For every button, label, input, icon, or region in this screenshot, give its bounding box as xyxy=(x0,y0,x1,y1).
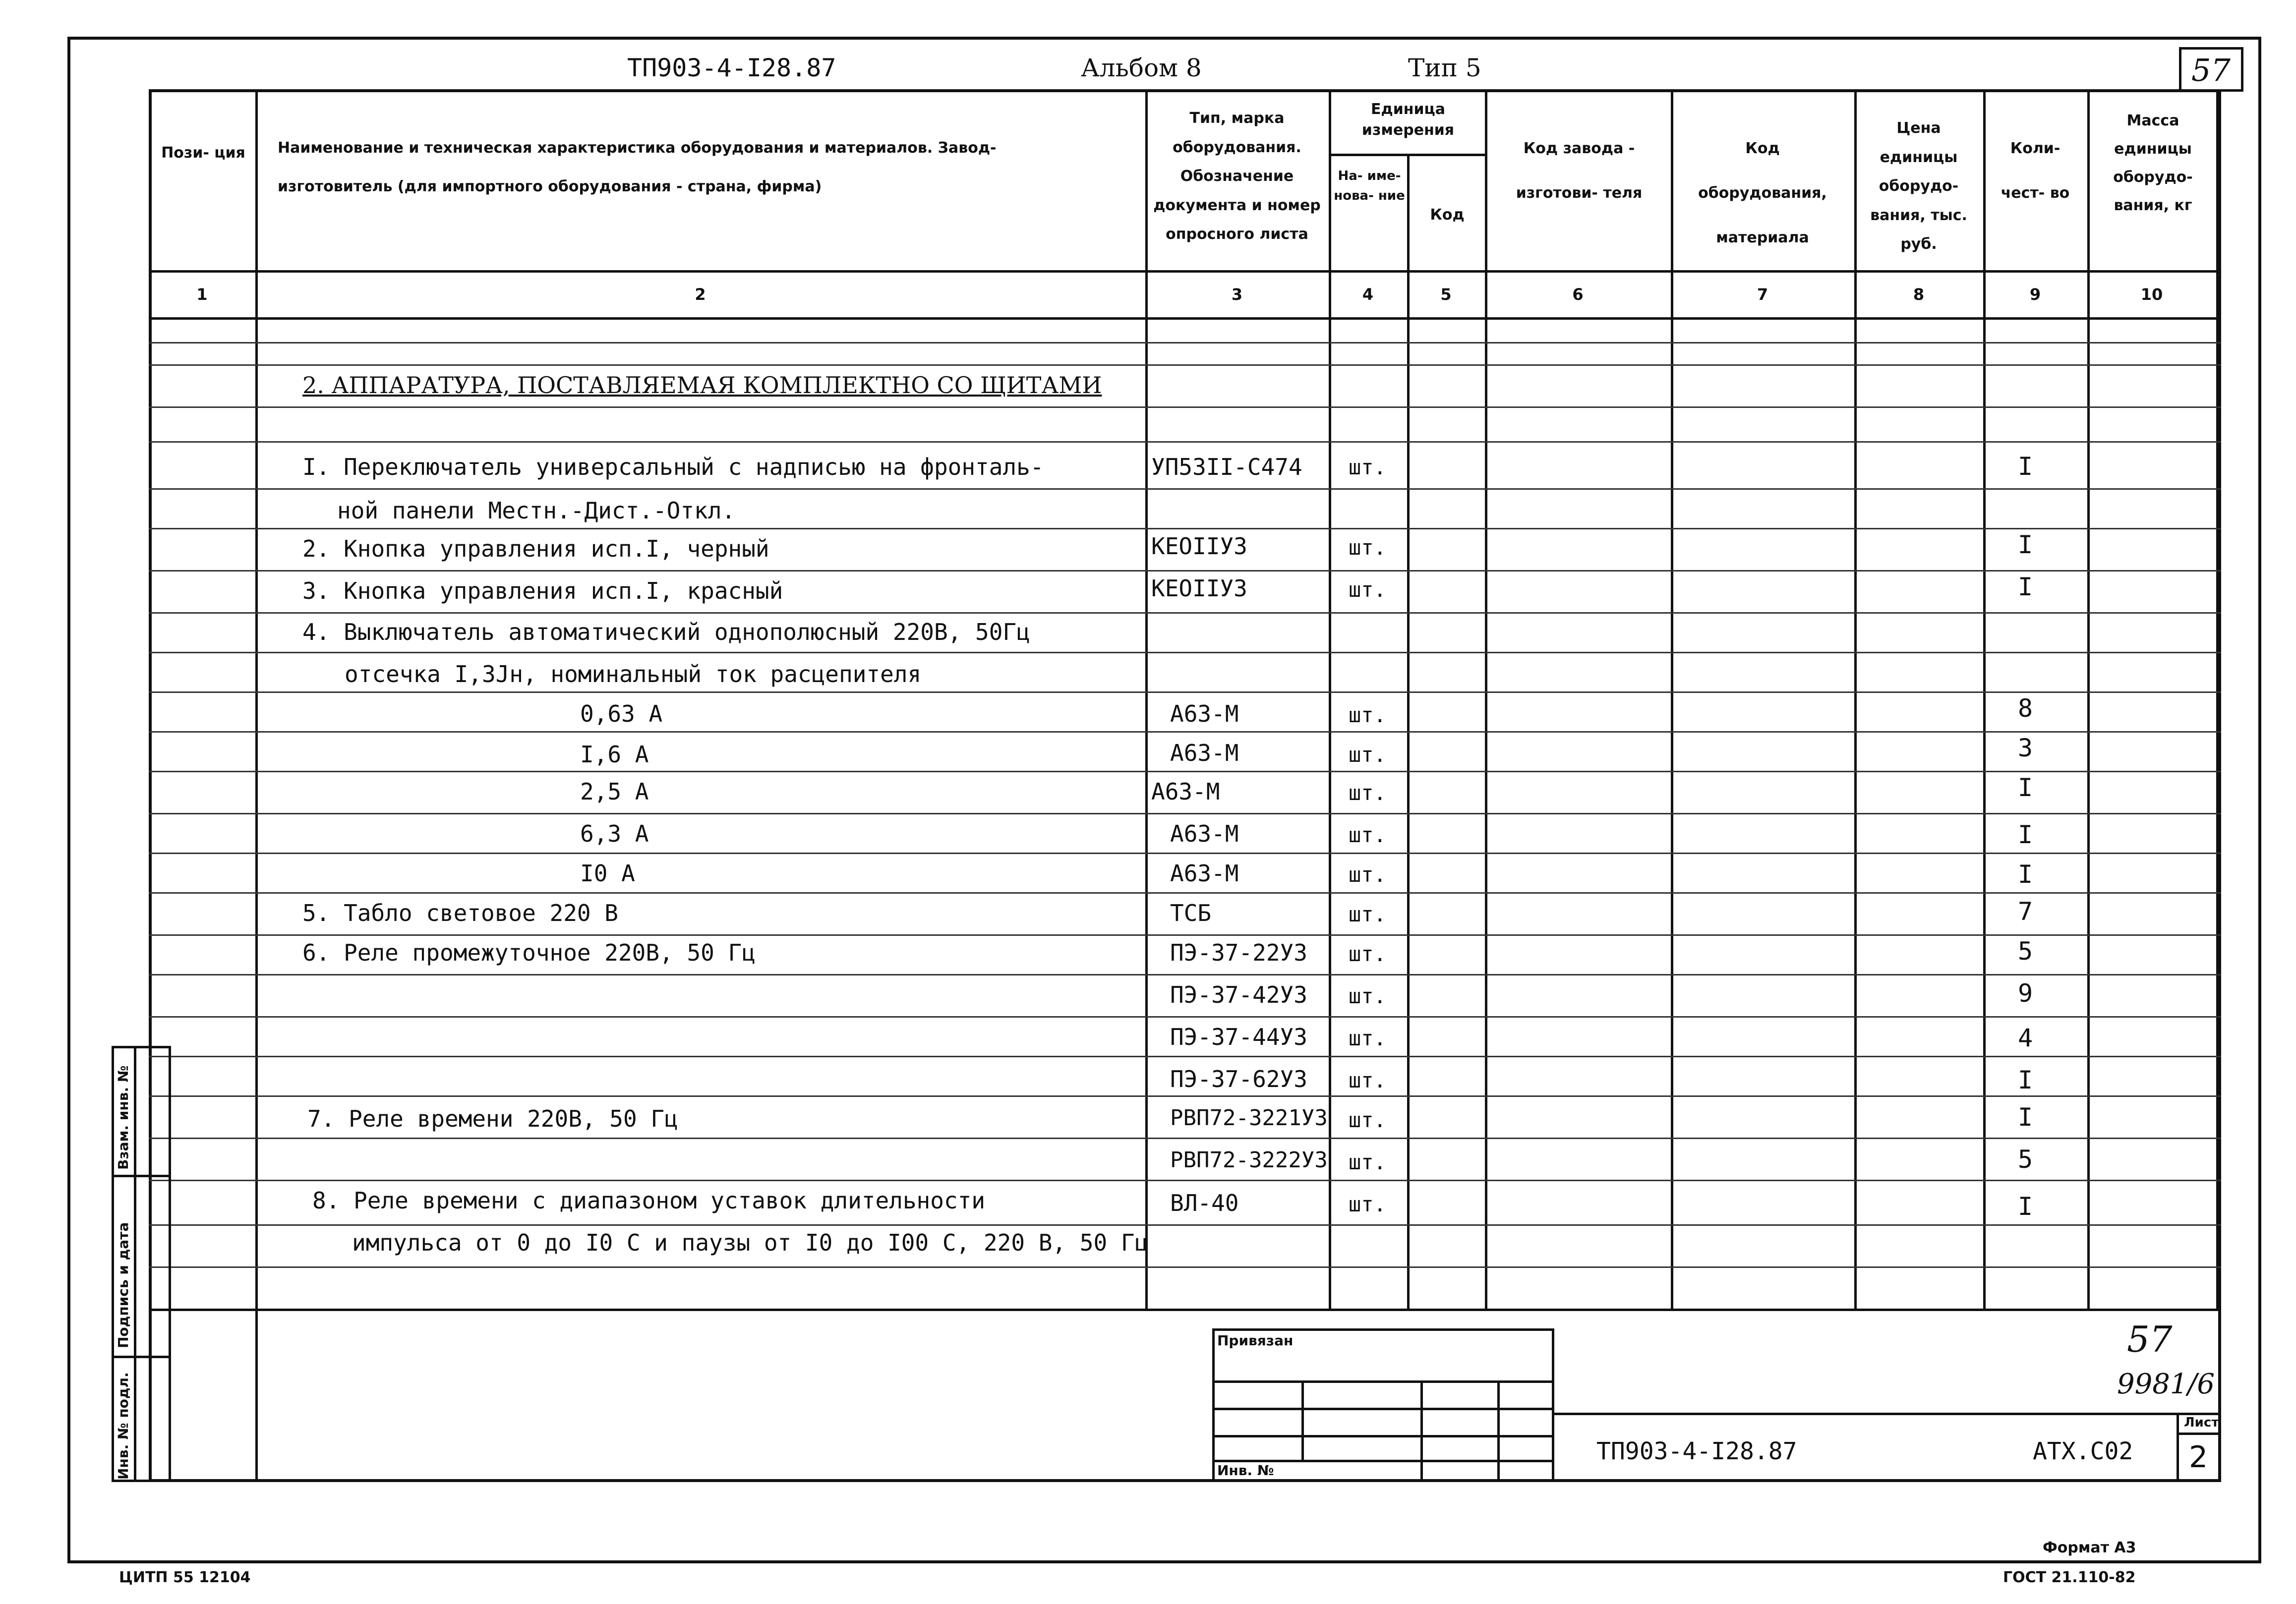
list-label: Лист xyxy=(2184,1415,2219,1430)
row-7-name: 0,63 А xyxy=(580,700,663,727)
row-4-unit: шт. xyxy=(1349,577,1386,602)
col-num-6: 6 xyxy=(1572,285,1584,304)
privyazan-box xyxy=(1212,1328,1554,1482)
row-2-name: ной панели Местн.-Дист.-Откл. xyxy=(337,497,736,524)
row-11-unit: шт. xyxy=(1349,862,1386,887)
row-3-unit: шт. xyxy=(1349,535,1386,560)
row-5-name: 4. Выключатель автоматический однополюсный 220В, 50Гц xyxy=(302,619,1030,645)
row-16-type: ПЭ-37-62У3 xyxy=(1170,1066,1307,1092)
row-15-type: ПЭ-37-44У3 xyxy=(1170,1024,1307,1050)
col-num-9: 9 xyxy=(2029,285,2041,304)
col2-header: Наименование и техническая характеристика оборудования и материалов. Завод-изготовитель (для импортного оборудования - страна, фирма) xyxy=(278,139,997,195)
col8-header: Цена единицы оборудо- вания, тыс. руб. xyxy=(1870,119,1967,253)
col-num-3: 3 xyxy=(1231,285,1243,304)
row-18-unit: шт. xyxy=(1349,1150,1386,1174)
row-15-qty: 4 xyxy=(2018,1024,2033,1052)
row-8-name: I,6 А xyxy=(580,741,649,768)
row-19-type: ВЛ-40 xyxy=(1170,1190,1239,1216)
row-1-qty: I xyxy=(2018,452,2033,481)
row-19-name: 8. Реле времени с диапазоном уставок длительности xyxy=(312,1187,986,1214)
footer-format: Формат А3 xyxy=(2043,1539,2136,1556)
row-8-type: А63-М xyxy=(1170,740,1239,766)
row-10-type: А63-М xyxy=(1170,820,1239,847)
row-9-qty: I xyxy=(2018,773,2033,802)
row-9-unit: шт. xyxy=(1349,781,1386,805)
row-17-qty: I xyxy=(2018,1103,2033,1132)
col-num-5: 5 xyxy=(1440,285,1452,304)
row-6-name: отсечка I,3Jн, номинальный ток расцепителя xyxy=(345,661,922,687)
row-10-name: 6,3 А xyxy=(580,820,649,847)
col-num-8: 8 xyxy=(1913,285,1925,304)
type-label: Тип 5 xyxy=(1408,54,1481,82)
row-4-type: КЕОIIУ3 xyxy=(1151,575,1247,602)
row-7-type: А63-М xyxy=(1170,700,1239,727)
col-num-1: 1 xyxy=(196,285,208,304)
stamp-sheet-code: АТХ.С02 xyxy=(2033,1437,2133,1465)
row-12-type: ТСБ xyxy=(1170,900,1212,926)
row-11-qty: I xyxy=(2018,860,2033,889)
row-3-type: КЕОIIУ3 xyxy=(1151,533,1247,560)
col1-header: Пози- ция xyxy=(161,144,245,162)
row-3-name: 2. Кнопка управления исп.I, черный xyxy=(302,535,769,562)
unit-group-header: Единица измерения xyxy=(1361,101,1455,139)
side-vzam: Взам. инв. № xyxy=(115,1065,131,1170)
row-15-unit: шт. xyxy=(1349,1026,1386,1050)
col4-header: На- име- нова- ние xyxy=(1334,169,1405,204)
row-18-qty: 5 xyxy=(2018,1145,2033,1174)
row-4-name: 3. Кнопка управления исп.I, красный xyxy=(302,577,783,604)
row-7-unit: шт. xyxy=(1349,703,1386,727)
side-inv-podl: Инв. № подл. xyxy=(115,1372,131,1480)
footer-gost: ГОСТ 21.110-82 xyxy=(2003,1569,2136,1586)
row-4-qty: I xyxy=(2018,573,2033,601)
row-13-type: ПЭ-37-22У3 xyxy=(1170,939,1307,966)
row-16-qty: I xyxy=(2018,1066,2033,1094)
col-num-2: 2 xyxy=(695,285,706,304)
col9-header: Коли- чест- во xyxy=(2001,140,2070,202)
row-19-qty: I xyxy=(2018,1192,2033,1221)
list-number: 2 xyxy=(2189,1440,2208,1475)
row-16-unit: шт. xyxy=(1349,1068,1386,1092)
col6-header: Код завода - изготови- теля xyxy=(1516,140,1643,202)
row-12-name: 5. Табло световое 220 В xyxy=(302,900,618,926)
row-14-unit: шт. xyxy=(1349,984,1386,1008)
row-14-qty: 9 xyxy=(2018,979,2033,1008)
row-1-type: УП53II-С474 xyxy=(1151,454,1302,480)
row-1-unit: шт. xyxy=(1349,455,1386,479)
row-18-type: РВП72-3222У3 xyxy=(1170,1147,1328,1173)
col10-header: Масса единицы оборудо- вания, кг xyxy=(2113,112,2193,214)
row-13-unit: шт. xyxy=(1349,942,1386,966)
row-10-unit: шт. xyxy=(1349,823,1386,847)
page-number: 57 xyxy=(2191,52,2231,88)
footer-left: ЦИТП 55 12104 xyxy=(119,1569,251,1586)
row-11-name: I0 А xyxy=(580,860,635,887)
row-14-type: ПЭ-37-42У3 xyxy=(1170,981,1307,1008)
side-podpis: Подпись и дата xyxy=(115,1222,131,1348)
col-num-7: 7 xyxy=(1757,285,1768,304)
row-1-name: I. Переключатель универсальный с надписью на фронталь- xyxy=(302,454,1044,480)
section-title: 2. АППАРАТУРА, ПОСТАВЛЯЕМАЯ КОМПЛЕКТНО СО ЩИТАМИ xyxy=(302,372,1102,399)
row-8-qty: 3 xyxy=(2018,734,2033,762)
privyazan-label: Привязан xyxy=(1217,1332,1294,1349)
row-19-unit: шт. xyxy=(1349,1192,1386,1216)
row-17-type: РВП72-3221У3 xyxy=(1170,1105,1328,1131)
inv-no-label: Инв. № xyxy=(1217,1462,1274,1479)
row-13-qty: 5 xyxy=(2018,937,2033,966)
row-17-name: 7. Реле времени 220В, 50 Гц xyxy=(307,1105,678,1132)
row-9-name: 2,5 А xyxy=(580,778,649,805)
row-12-unit: шт. xyxy=(1349,902,1386,926)
stamp-doc-code: ТП903-4-I28.87 xyxy=(1596,1437,1797,1465)
row-12-qty: 7 xyxy=(2018,897,2033,926)
row-20-name: импульса от 0 до I0 С и паузы от I0 до I00 С, 220 В, 50 Гц xyxy=(352,1229,1149,1256)
row-7-qty: 8 xyxy=(2018,694,2033,723)
row-11-type: А63-М xyxy=(1170,860,1239,887)
album-label: Альбом 8 xyxy=(1081,54,1202,82)
row-13-name: 6. Реле промежуточное 220В, 50 Гц xyxy=(302,939,756,966)
col3-header: Тип, марка оборудования. Обозначение документа и номер опросного листа xyxy=(1153,110,1321,243)
col-num-10: 10 xyxy=(2140,285,2163,304)
col7-header: Код оборудования, материала xyxy=(1698,140,1827,246)
row-10-qty: I xyxy=(2018,820,2033,849)
row-9-type: А63-М xyxy=(1151,778,1220,805)
row-8-unit: шт. xyxy=(1349,743,1386,767)
row-3-qty: I xyxy=(2018,530,2033,559)
row-17-unit: шт. xyxy=(1349,1108,1386,1132)
handwritten-57: 57 xyxy=(2127,1318,2173,1360)
doc-code-top: ТП903-4-I28.87 xyxy=(627,54,836,82)
col5-header: Код xyxy=(1430,206,1465,224)
col-num-4: 4 xyxy=(1362,285,1374,304)
handwritten-code: 9981/6 xyxy=(2117,1368,2215,1400)
